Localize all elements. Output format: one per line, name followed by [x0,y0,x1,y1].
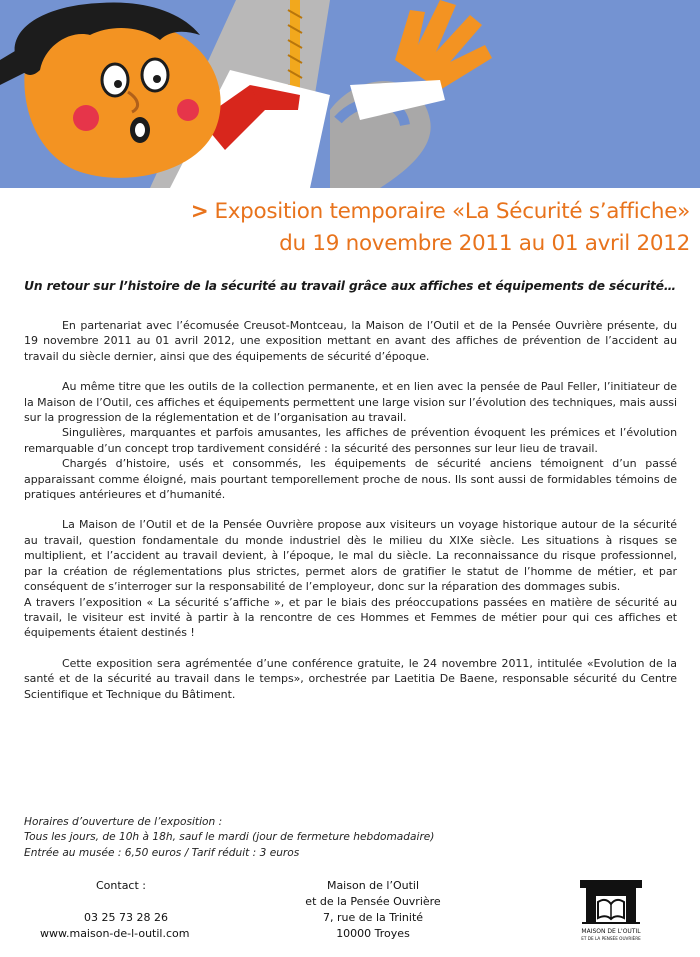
title-line-1-text: Exposition temporaire «La Sécurité s’affiche» [214,199,690,224]
address-line-3: 7, rue de la Trinité [322,911,424,924]
address-block [268,878,478,942]
title-line-1 [0,196,690,227]
title-arrow-icon: > [190,199,209,224]
banner-mouth-inner [135,123,145,137]
subtitle: Un retour sur l’histoire de la sécurité au travail grâce aux affiches et équipements de sécurité… [24,279,676,293]
contact-phone: 03 25 73 28 26 [84,911,168,924]
body-text [24,318,677,702]
logo-top-bar [580,880,642,888]
banner-cheek-right [177,99,199,121]
paragraph-3: Singulières, marquantes et parfois amusantes, les affiches de prévention évoquent les prémices et l’évolution remarquable d’un concept trop tardivement considéré : la sécurité des personnes sur leur lieu de travail. [24,426,677,455]
hours-price: Entrée au musée : 6,50 euros / Tarif réduit : 3 euros [24,846,300,859]
paragraph-7: Cette exposition sera agrémentée d’une conférence gratuite, le 24 novembre 2011, intitulée «Evolution de la santé et de la sécurité au travail dans le temps», orchestrée par Laetitia De Baene, responsable sécurité du Centre Scientifique et Technique du Bâtiment. [24,656,677,701]
banner-eye-left [102,64,128,96]
paragraph-6: A travers l’exposition « La sécurité s’affiche », et par le biais des préoccupations passées en matière de sécurité au travail, le visiteur est invité à partir à la rencontre de ces Hommes et Femmes de métier pour qui ces affiches et équipements étaient destinés ! [24,595,677,640]
banner-eye-right [142,59,168,91]
logo-text-1: MAISON DE L'OUTIL [581,928,641,935]
paragraph-2: Au même titre que les outils de la collection permanente, et en lien avec la pensée de Paul Feller, l’initiateur de la Maison de l’Outil, ces affiches et équipements permettent une large vision sur l’évolution des techniques, mais aussi sur la progression de la réglementation et de l’organisation au travail. [24,380,677,425]
address-line-4: 10000 Troyes [336,927,410,940]
contact-label: Contact : [96,879,146,892]
banner-illustration [0,0,700,188]
exhibition-title [0,196,690,260]
title-line-2: du 19 novembre 2011 au 01 avril 2012 [279,231,690,256]
logo-text-2: ET DE LA PENSÉE OUVRIÈRE [581,936,641,941]
logo-base [582,922,640,924]
contact-website-link[interactable]: www.maison-de-l-outil.com [40,927,190,940]
banner-cheek-left [73,105,99,131]
hours-days: Tous les jours, de 10h à 18h, sauf le mardi (jour de fermeture hebdomadaire) [24,831,435,844]
banner-pupil-right [153,75,161,83]
opening-hours [24,815,664,861]
hours-heading: Horaires d’ouverture de l’exposition : [24,816,223,828]
museum-logo [576,878,646,944]
paragraph-1: En partenariat avec l’écomusée Creusot-Montceau, la Maison de l’Outil et de la Pensée Ouvrière présente, du 19 novembre 2011 au 01 avril 2012, une exposition mettant en avant des affiches de prévention de l’accident au travail du siècle dernier, ainsi que des équipements de sécurité d’époque. [24,319,677,363]
address-line-2: et de la Pensée Ouvrière [305,895,441,908]
banner-pupil-left [114,80,122,88]
paragraph-4: Chargés d’histoire, usés et consommés, les équipements de sécurité anciens témoignent d’un passé apparaissant comme éloigné, mais pourtant temporellement proche de nous. Ils sont aussi de formidables témoins de pratiques antérieures et d’humanité. [24,457,677,502]
paragraph-5: La Maison de l’Outil et de la Pensée Ouvrière propose aux visiteurs un voyage historique autour de la sécurité au travail, question fondamentale du monde industriel dès le milieu du XIXe siècle. Les situations à risques se multiplient, et l’accident au travail devient, à l’époque, le mal du siècle. La reconnaissance du risque professionnel, par la création de réglementations plus strictes, permet alors de gratifier le statut de l’homme de métier, et par conséquent de s’interroger sur la responsabilité de l’employeur, donc sur la réparation des dommages subis. [24,518,677,594]
address-line-1: Maison de l’Outil [326,879,420,892]
